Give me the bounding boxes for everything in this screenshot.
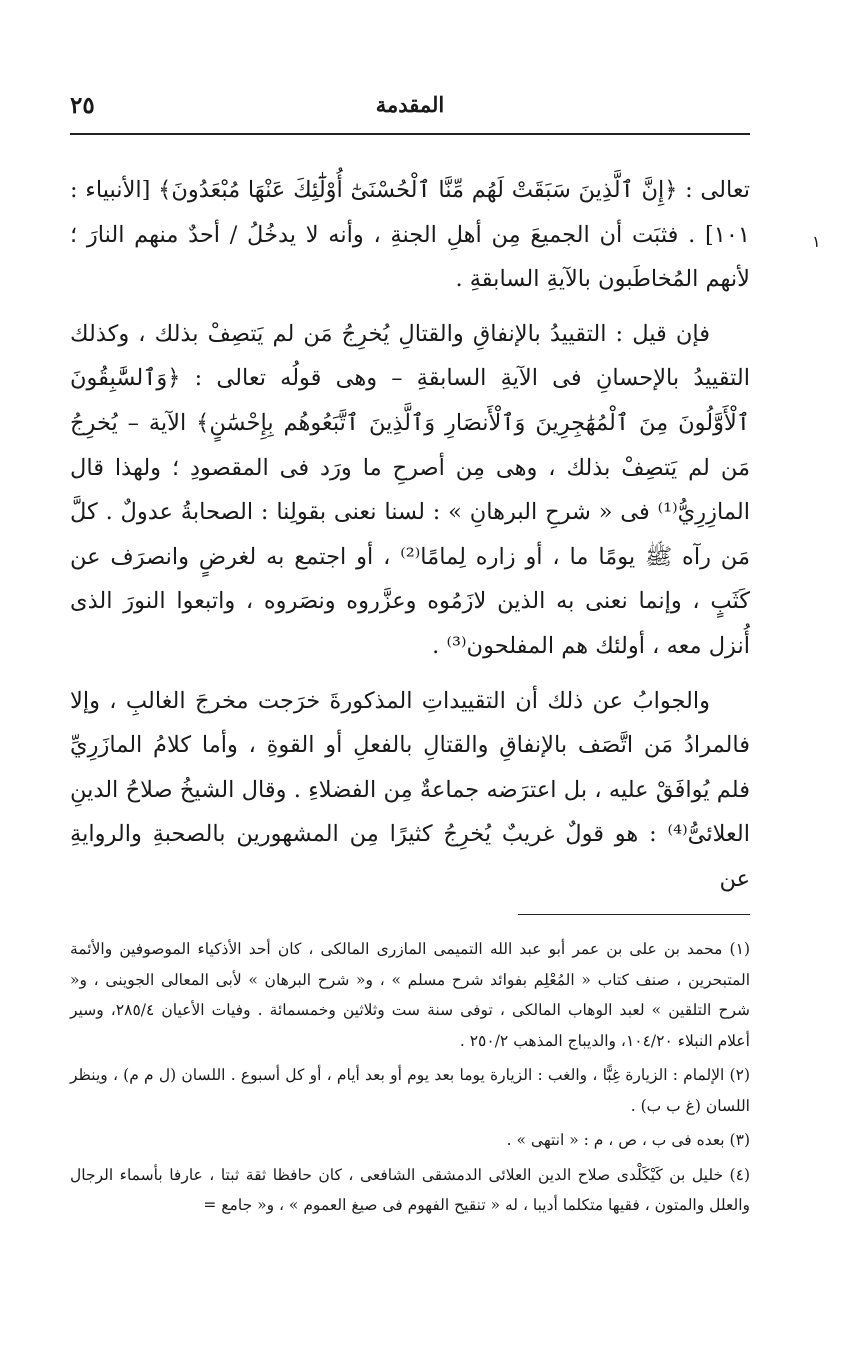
- running-title: المقدمة: [375, 92, 445, 117]
- footnote-4: (٤) خليل بن كَيْكَلْدى صلاح الدين العلائى الدمشقى الشافعى ، كان حافظا ثقة ثبتا ، عارفا بأسماء الرجال والعلل والمتون ، فقيها متكلما أديبا ، له « تنقيح الفهوم فى صيغ العموم » ، و« جامع =: [70, 1165, 750, 1214]
- paragraph-2: فإن قيل : التقييدُ بالإنفاقِ والقتالِ يُخرِجُ مَن لم يَتصِفْ بذلك ، وكذلك التقييدُ بالإحسانِ فى الآيةِ السابقةِ – وهى قولُه تعالى : ﴿وَٱلسَّٰبِقُونَ ٱلْأَوَّلُونَ مِنَ ٱلْمُهَٰجِرِينَ وَٱلْأَنصَارِ وَٱلَّذِينَ ٱتَّبَعُوهُم بِإِحْسَٰنٍ﴾ الآية – يُخرِجُ مَن لم يَتصِفْ بذلك ، وهى مِن أصرحِ ما ورَد فى المقصودِ ؛ ولهذا قال المازِرِيُّ⁽¹⁾ فى « شرحِ البرهانِ » : لسنا نعنى بقولِنا : الصحابةُ عدولٌ . كلَّ مَن رآه ﷺ يومًا ما ، أو زاره لِمامًا⁽²⁾ ، أو اجتمع به لغرضٍ وانصرَف عن كَثَبٍ ، وإنما نعنى به الذين لازَمُوه وعزَّروه ونصَروه ، واتبعوا النورَ الذى أُنزل معه ، أولئك هم المفلحون⁽³⁾ .: [70, 320, 750, 659]
- footnote-separator: [518, 914, 750, 915]
- page-header: [70, 92, 750, 122]
- footnote-3: (٣) بعده فى ب ، ص ، م : « انتهى » .: [506, 1131, 750, 1149]
- footnotes: [70, 934, 750, 1225]
- paragraph-3: والجوابُ عن ذلك أن التقييداتِ المذكورةَ خرَجت مخرجَ الغالبِ ، وإلا فالمرادُ مَن اتَّصَف بالإنفاقِ والقتالِ بالفعلِ أو القوةِ ، وأما كلامُ المازَرِيِّ فلم يُوافَقْ عليه ، بل اعترَضه جماعةٌ مِن الفضلاءِ . وقال الشيخُ صلاحُ الدينِ العلائىُّ⁽⁴⁾ : هو قولٌ غريبٌ يُخرِجُ كثيرًا مِن المشهورين بالصحبةِ والروايةِ عن: [70, 687, 750, 892]
- page-number: ٢٥: [70, 92, 95, 119]
- paragraph-1: تعالى : ﴿إِنَّ ٱلَّذِينَ سَبَقَتْ لَهُم مِّنَّا ٱلْحُسْنَىٰٓ أُوْلَٰٓئِكَ عَنْهَا مُبْعَدُونَ﴾ [الأنبياء : ١٠١] . فثبَت أن الجميعَ مِن أهلِ الجنةِ ، وأنه لا يدخُلُ / أحدٌ منهم النارَ ؛ لأنهم المُخاطَبون بالآيةِ السابقةِ .: [70, 177, 750, 293]
- margin-page-marker: ١: [812, 232, 821, 251]
- header-rule: [70, 133, 750, 135]
- main-text: [70, 168, 750, 912]
- footnote-2: (٢) الإلمام : الزيارة غِبًّا ، والغب : الزيارة يوما بعد يوم أو بعد أيام ، أو كل أسبوع . اللسان (ل م م) ، وينظر اللسان (غ ب ب) .: [70, 1066, 750, 1115]
- footnote-1: (١) محمد بن على بن عمر أبو عبد الله التميمى المازرى المالكى ، كان أحد الأذكياء الموصوفين والأئمة المتبحرين ، صنف كتاب « المُعْلِم بفوائد شرح مسلم » ، و« شرح البرهان » لأبى المعالى الجوينى ، و« شرح التلقين » لعبد الوهاب المالكى ، توفى سنة ست وثلاثين وخمسمائة . وفيات الأعيان ٢٨٥/٤، وسير أعلام النبلاء ١٠٤/٢٠، والديباج المذهب ٢٥٠/٢ .: [70, 940, 750, 1050]
